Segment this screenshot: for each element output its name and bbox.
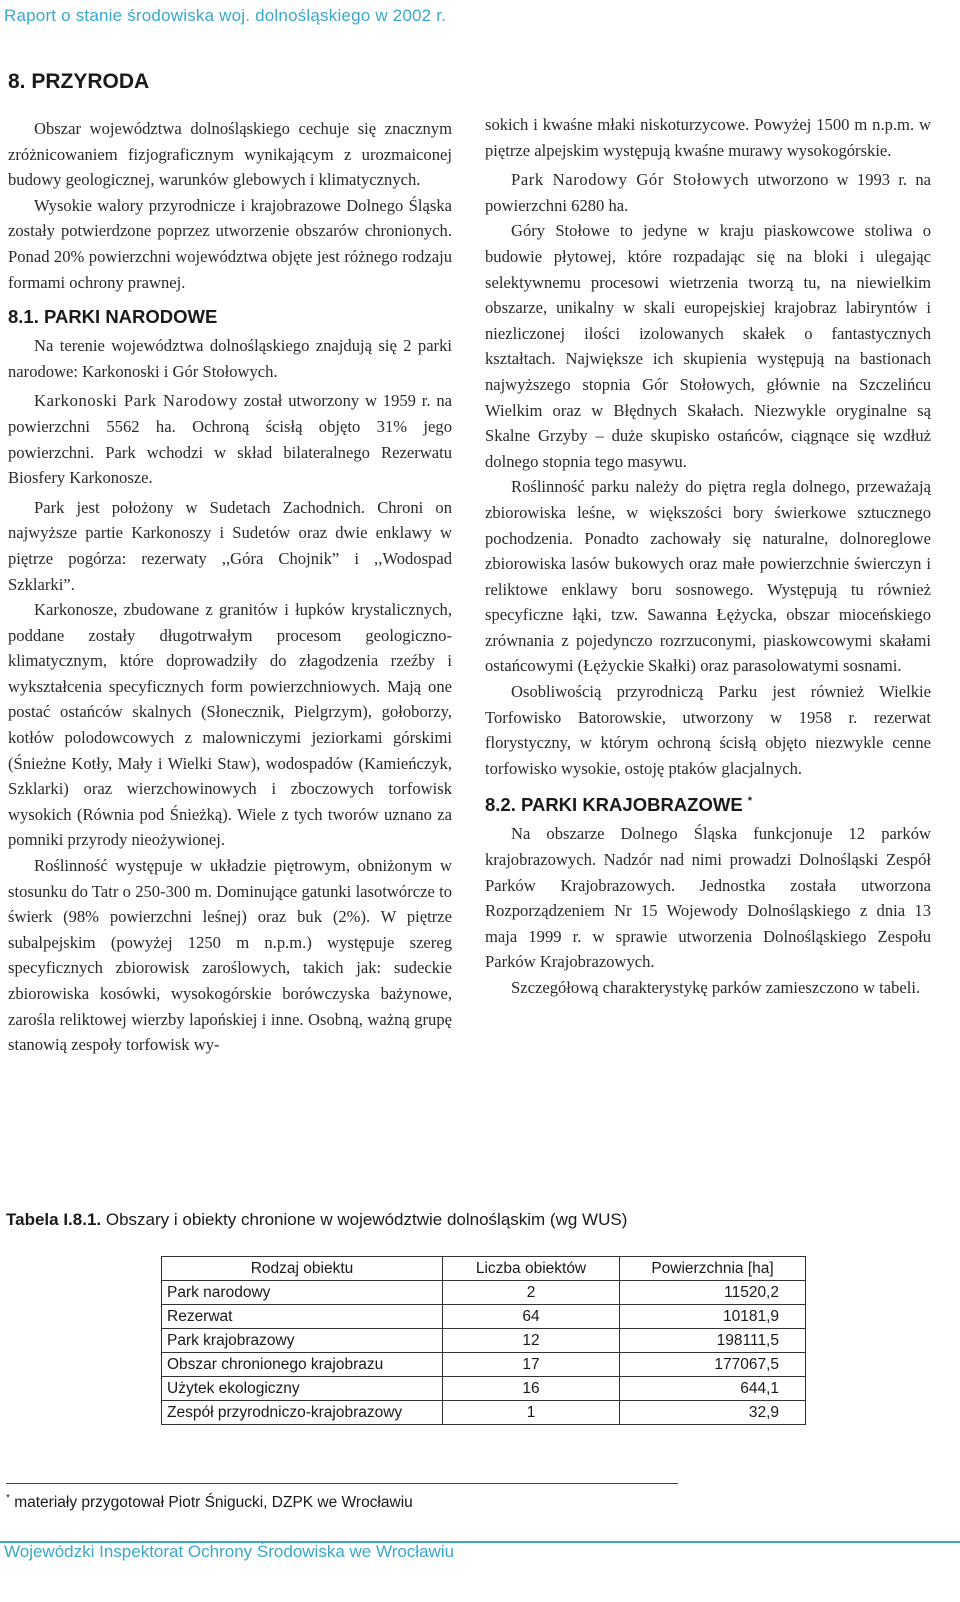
table-row [162,1401,806,1425]
table-cell: 11520,2 [620,1281,806,1305]
heading-footnote-mark: * [747,795,753,808]
table-caption-text: Obszary i obiekty chronione w województwie dolnośląskim (wg WUS) [101,1210,628,1229]
left-column [8,116,452,1058]
section-title: 8. PRZYRODA [8,70,150,93]
footnote-mark: * [6,1492,10,1504]
table-header-row [162,1257,806,1281]
subsection-heading-parki-narodowe: 8.1. PARKI NARODOWE [8,306,218,328]
paragraph-gory-stolowe-intro [485,167,931,218]
right-column [485,112,931,1001]
table-cell: Park krajobrazowy [162,1329,443,1353]
table-cell: 16 [443,1377,620,1401]
paragraph-karkonosze-geology: Karkonosze, zbudowane z granitów i łupków krystalicznych, poddane zostały długotrwałym procesom geologiczno-klimatycznym, które doprowadziły do złagodzenia rzeźby i wykształcenia specyficznych form powierzchniowych. Mają one postać ostańców skalnych (Słonecznik, Pielgrzym), gołoborzy, kotłów polodowcowych z malowniczymi jeziorkami górskimi (Śnieżne Kotły, Mały i Wielki Staw), wodospadów (Kamieńczyk, Szklarki) oraz wierzchowinowych i zboczowych torfowisk wysokich (Równia pod Śnieżką). Wiele z tych tworów uznano za pomniki przyrody nieożywionej. [8,600,452,850]
protected-areas-table [161,1256,806,1425]
table-cell: Obszar chronionego krajobrazu [162,1353,443,1377]
footnote [6,1494,413,1512]
paragraph-gory-stolowe-vegetation: Roślinność parku należy do piętra regla dolnego, przeważają zbiorowiska leśne, w większości bory świerkowe sztucznego pochodzenia. Ponadto zachowały się naturalne, dolnoreglowe zbiorowiska lasów bukowych oraz małe powierzchnie świerczyn i reliktowe enklawy boru sosnowego. Występują tu również specyficzne łąki, tzw. Sawanna Łężycka, obszar mioceńskiego zrównania z pojedynczo rozrzuconymi, piaskowcowymi skałami ostańcowymi (Łężyckie Skałki) oraz parasolowatymi sosnami. [485,477,931,676]
table-cell: Użytek ekologiczny [162,1377,443,1401]
paragraph-karkonoski-text: został utworzony w 1959 r. na powierzchni 5562 ha. Ochroną ścisłą objęto 31% jego powierzchni. Park wchodzi w skład bilateralnego Rezerwatu Biosfery Karkonosze. [8,391,452,488]
intro-paragraph-2: Wysokie walory przyrodnicze i krajobrazowe Dolnego Śląska zostały potwierdzone poprzez utworzenie obszarów chronionych. Ponad 20% powierzchni województwa objęte jest różnego rodzaju formami ochrony prawnej. [8,195,452,292]
table-row [162,1305,806,1329]
running-header: Raport o stanie środowiska woj. dolnośląskiego w 2002 r. [4,6,447,25]
paragraph-dzpk: Na obszarze Dolnego Śląska funkcjonuje 12 parków krajobrazowych. Nadzór nad nimi prowadzi Dolnośląski Zespół Parków Krajobrazowych. Jednostka została utworzona Rozporządzeniem Nr 15 Wojewody Dolnośląskiego z dnia 13 maja 1999 r. w sprawie utworzenia Dolnośląskiego Zespołu Parków Krajobrazowych. [485,824,931,972]
table-cell: Rezerwat [162,1305,443,1329]
table-cell: 198111,5 [620,1329,806,1353]
table-cell: 177067,5 [620,1353,806,1377]
paragraph-gory-stolowe-landscape: Góry Stołowe to jedyne w kraju piaskowcowe stoliwa o budowie płytowej, które rozpadając się na bloki i ulegając selektywnemu procesowi wietrzenia tworzą tu, na niewielkim obszarze, unikalny w skali europejskiej krajobraz labiryntów i niezliczonej ilości izolowanych skałek o fantastycznych kształtach. Największe ich skupienia występują na bastionach najwyższego stopnia Gór Stołowych, głównie na Szczelińcu Wielkim oraz w Błędnych Skałach. Niezwykle oryginalne są Skalne Grzyby – duże skupisko ostańców, ciągnące się wzdłuż dolnego stopnia tego masywu. [485,221,931,471]
column-header: Liczba obiektów [443,1257,620,1281]
table-row [162,1281,806,1305]
table-caption-label: Tabela I.8.1. [6,1210,102,1229]
paragraph-karkonoski-intro [8,388,452,490]
footnote-divider [6,1483,678,1484]
paragraph-roslinnosc-continued: sokich i kwaśne młaki niskoturzycowe. Powyżej 1500 m n.p.m. w piętrze alpejskim występują kwaśne murawy wysokogórskie. [485,115,931,160]
paragraph-sudety: Park jest położony w Sudetach Zachodnich. Chroni on najwyższe partie Karkonoszy i Sudetów oraz dwie enklawy w piętrze pogórza: rezerwaty ,,Góra Chojnik” i ,,Wodospad Szklarki”. [8,497,452,594]
column-header: Powierzchnia [ha] [620,1257,806,1281]
table-cell: Park narodowy [162,1281,443,1305]
paragraph-table-reference: Szczegółową charakterystykę parków zamieszczono w tabeli. [511,978,921,997]
table-cell: 2 [443,1281,620,1305]
table-row [162,1353,806,1377]
paragraph-roslinnosc-karkonosze: Roślinność występuje w układzie piętrowym, obniżonym w stosunku do Tatr o 250-300 m. Dominujące gatunki lasotwórcze to świerk (98% powierzchni leśnej) oraz buk (2%). W piętrze subalpejskim (powyżej 1250 m n.p.m.) występuje szereg specyficznych zbiorowisk zaroślowych, takich jak: sudeckie zbiorowiska kosówki, wysokogórskie borówczyska bażynowe, zarośla reliktowej wierzby lapońskiej i inne. Osobną, ważną grupę stanowią zespoły torfowisk wy- [8,856,452,1055]
footnote-text: materiały przygotował Piotr Śnigucki, DZPK we Wrocławiu [9,1494,413,1511]
paragraph-torfowisko: Osobliwością przyrodniczą Parku jest również Wielkie Torfowisko Batorowskie, utworzony w 1958 r. rezerwat florystyczny, w którym ochroną ścisłą objęto niezwykle cenne torfowisko wysokie, ostoję ptaków glacjalnych. [485,682,931,778]
table-cell: 10181,9 [620,1305,806,1329]
paragraph-parki-count: Na terenie województwa dolnośląskiego znajdują się 2 parki narodowe: Karkonoski i Gór Stołowych. [8,336,452,381]
table-cell: 32,9 [620,1401,806,1425]
park-name-karkonoski: Karkonoski Park Narodowy [34,391,238,411]
subsection-heading-parki-krajobrazowe [485,793,931,817]
table-cell: 12 [443,1329,620,1353]
table-cell: Zespół przyrodniczo-krajobrazowy [162,1401,443,1425]
table-row [162,1377,806,1401]
table-caption [6,1210,627,1230]
table-cell: 1 [443,1401,620,1425]
park-name-gory-stolowe: Park Narodowy Gór Stołowych [511,170,750,190]
intro-paragraph-1: Obszar województwa dolnośląskiego cechuje się znacznym zróżnicowaniem fizjograficznym wynikającym z urozmaiconej budowy geologicznej, warunków glebowych i klimatycznych. [8,119,452,190]
table-row [162,1329,806,1353]
column-header: Rodzaj obiektu [162,1257,443,1281]
paragraph-gory-stolowe-text: utworzono w 1993 r. na powierzchni 6280 ha. [485,170,931,215]
table-cell: 644,1 [620,1377,806,1401]
table-cell: 64 [443,1305,620,1329]
heading-text: 8.2. PARKI KRAJOBRAZOWE [485,794,743,816]
table-cell: 17 [443,1353,620,1377]
running-footer: Wojewódzki Inspektorat Ochrony Środowiska we Wrocławiu [4,1542,455,1561]
